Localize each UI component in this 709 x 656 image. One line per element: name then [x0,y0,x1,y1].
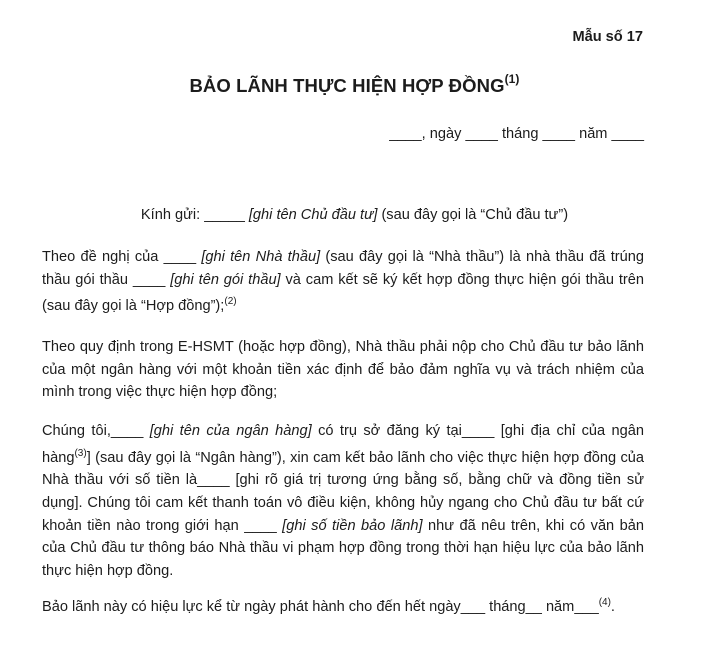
p3-footnote-marker: (3) [74,447,87,459]
p3-text-4: như đã nêu trên, khi có văn bản của Chủ đầu tư thông báo Nhà thầu vi phạm hợp đồng trong thời hạn hiệu lực của bảo lãnh thực hiện hợp đồng. [42,517,644,580]
p1-text-2: (sau đây gọi là “Nhà thầu”) là nhà thầu đã trúng thầu gói thầu ____ [42,249,645,288]
paragraph-request [42,246,644,318]
salutation-prefix: Kính gửi: _____ [140,207,249,223]
p3-text-1: Chúng tôi,____ [42,423,150,439]
paragraph-bank-commitment [42,420,644,583]
p4-footnote-marker: (4) [598,597,611,608]
form-number: Mẫu số 17 [572,29,643,45]
salutation [0,207,709,223]
p1-placeholder-contractor: [ghi tên Nhà thầu] [201,249,321,265]
p1-text-1: Theo đề nghị của ____ [42,249,202,265]
p1-placeholder-package: [ghi tên gói thầu] [170,271,281,288]
p3-placeholder-amount: [ghi số tiền bảo lãnh] [282,517,423,534]
title-text: BẢO LÃNH THỰC HIỆN HỢP ĐỒNG [189,75,505,97]
p4-text-2: . [610,598,615,615]
p1-footnote-marker: (2) [224,296,237,308]
document-title [0,74,709,97]
p3-text-2: có trụ sở đăng ký tại____ [ghi địa chỉ của ngân hàng [42,423,644,466]
date-line: ____, ngày ____ tháng ____ năm ____ [389,126,644,142]
p4-text-1: Bảo lãnh này có hiệu lực kể từ ngày phát hành cho đến hết ngày___ tháng__ năm___ [42,598,599,615]
title-footnote-marker: (1) [504,72,520,86]
p1-text-3: và cam kết sẽ ký kết hợp đồng thực hiện gói thầu trên (sau đây gọi là “Hợp đồng”); [42,271,645,315]
p3-placeholder-bank-name: [ghi tên của ngân hàng] [149,423,312,439]
salutation-suffix: (sau đây gọi là “Chủ đầu tư”) [377,207,569,223]
paragraph-regulation: Theo quy định trong E-HSMT (hoặc hợp đồng), Nhà thầu phải nộp cho Chủ đầu tư bảo lãnh của một ngân hàng với một khoản tiền xác định để bảo đảm nghĩa vụ và trách nhiệm của mình trong việc thực hiện hợp đồng; [42,339,644,401]
paragraph-validity [42,592,644,619]
salutation-placeholder: [ghi tên Chủ đầu tư] [248,207,378,223]
p3-text-3: ] (sau đây gọi là “Ngân hàng”), xin cam kết bảo lãnh cho việc thực hiện hợp đồng của Nhà thầu với số tiền là____ [ghi rõ giá trị tương ứng bằng số, bằng chữ và đồng tiền sử dụng]. Chúng tôi cam kết thanh toán vô điều kiện, không hủy ngang cho Chủ đầu tư bất cứ khoản tiền nào trong giới hạn ____ [42,449,644,534]
